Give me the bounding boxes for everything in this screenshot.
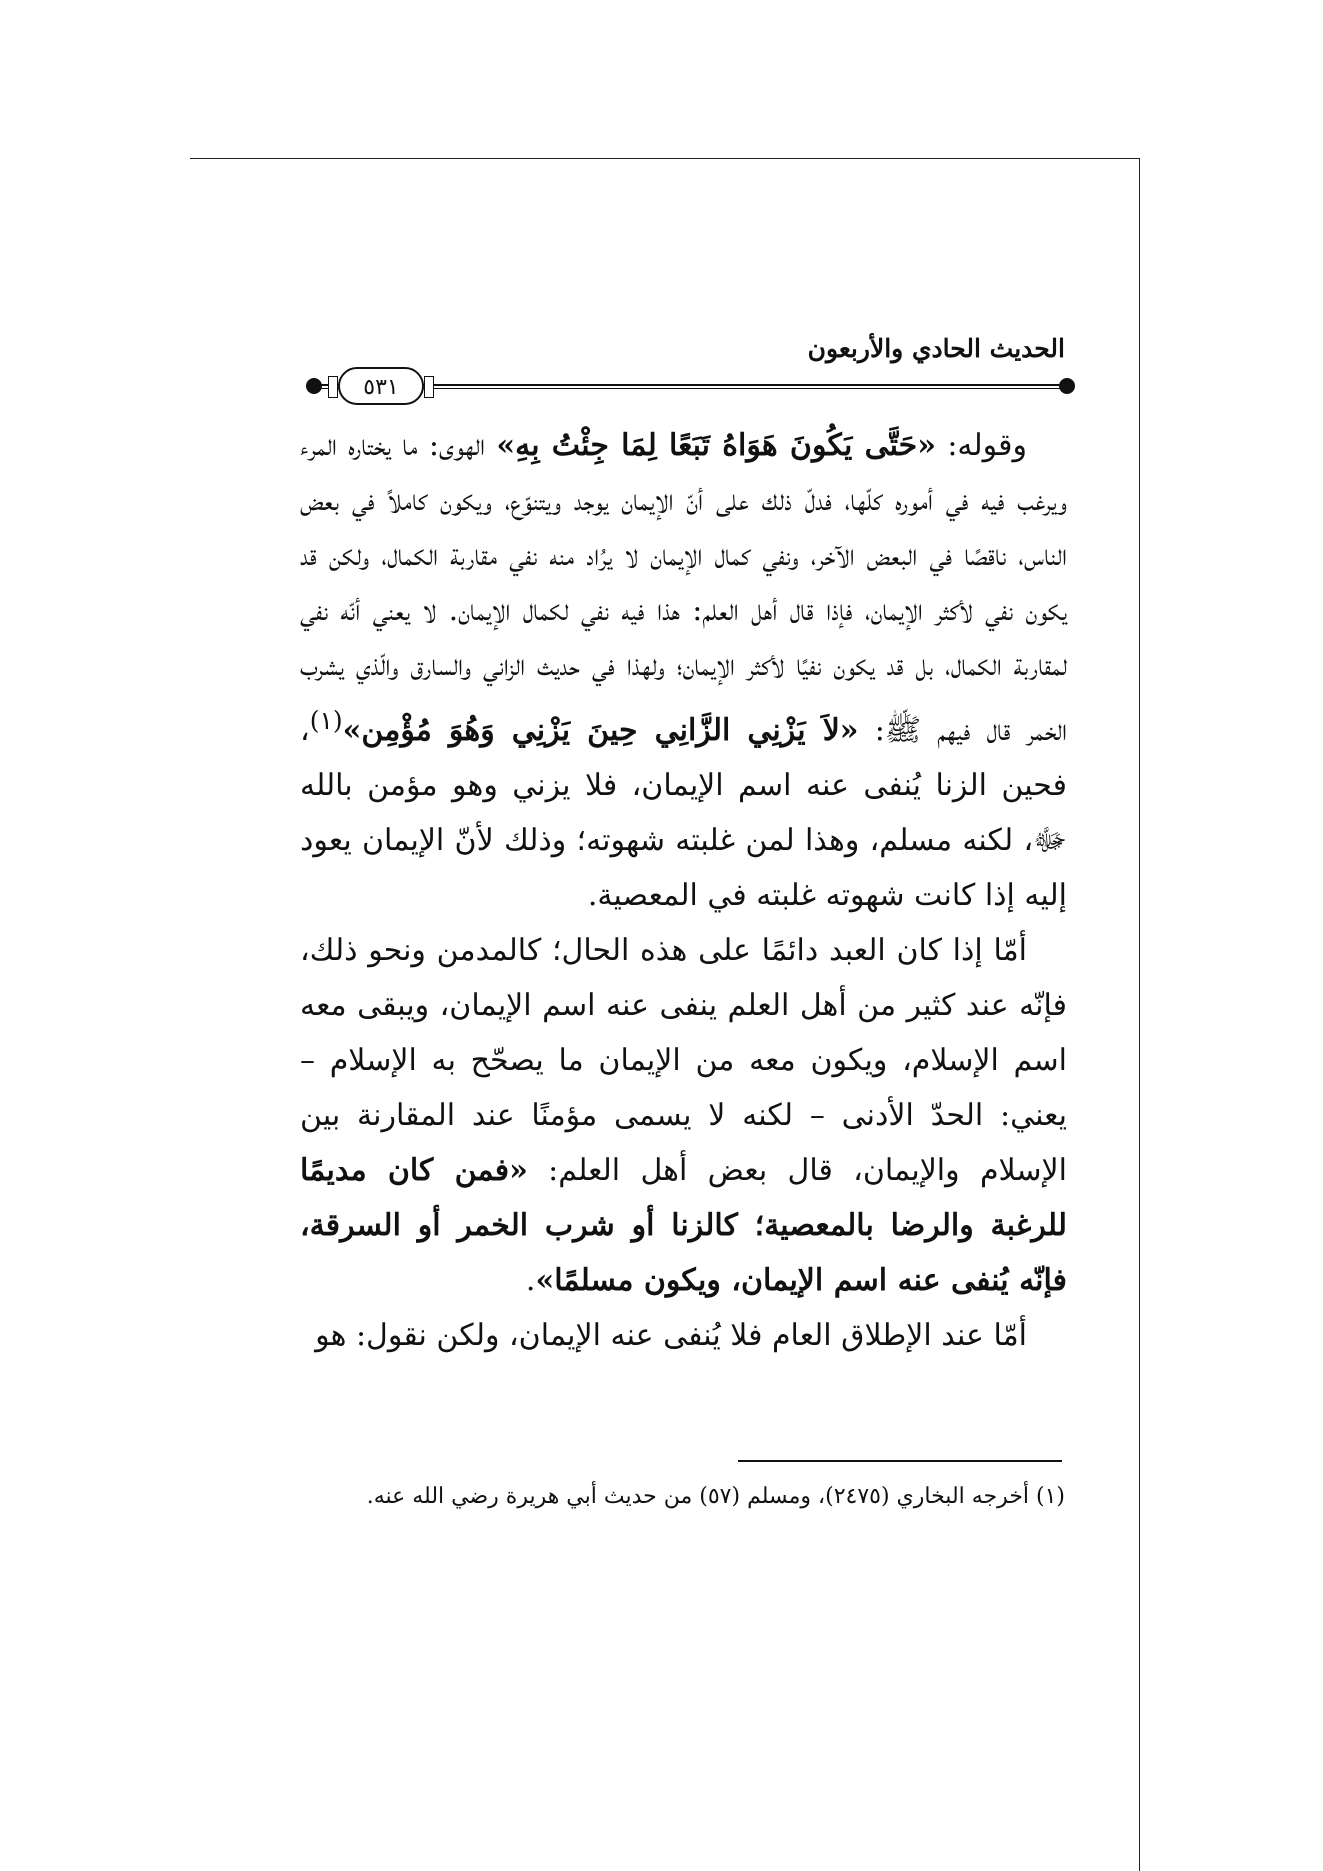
paragraph-1-text-c: ، فحين الزنا يُنفى عنه اسم الإيمان، فلا يزني وهو مؤمن بالله ﷻ، لكنه مسلم، وهذا لمن غلبته شهوته؛ وذلك لأنّ الإيمان يعود إليه إذا كانت شهوته غلبته في المعصية.: [300, 713, 1067, 913]
crop-mark-right: [1139, 158, 1140, 1871]
hadith-quote-2: «لاَ يَزْنِي الزَّانِي حِينَ يَزْنِي وَهُوَ مُؤْمِن»: [342, 713, 859, 748]
scholar-quote: «فمن كان مديمًا للرغبة والرضا بالمعصية؛ كالزنا أو شرب الخمر أو السرقة، فإنّه يُنفى عنه اسم الإيمان، ويكون مسلمًا»: [300, 1153, 1067, 1298]
footnote-reference: (١): [309, 706, 343, 735]
page-number: ٥٣١: [338, 367, 424, 405]
crop-mark-top: [190, 158, 1140, 159]
paragraph-1: [300, 418, 1067, 923]
main-text: [300, 418, 1067, 1363]
footnote: (١) أخرجه البخاري (٢٤٧٥)، ومسلم (٥٧) من حديث أبي هريرة رضي الله عنه.: [366, 1484, 1065, 1509]
hadith-quote-1: «حَتَّى يَكُونَ هَوَاهُ تَبَعًا لِمَا جِئْتُ بِهِ»: [496, 428, 936, 463]
footnote-rule: [738, 1460, 1062, 1462]
header-rule-dot-right: [1059, 378, 1075, 394]
paragraph-2: [300, 923, 1067, 1308]
header-rule-dot-left: [306, 378, 322, 394]
paragraph-1-text-b: الهوى: ما يختاره المرء ويرغب فيه في أموره كلّها، فدلّ ذلك على أنّ الإيمان يوجد ويتنوّع، ويكون كاملاً في بعض الناس، ناقصًا في البعض الآخر، ونفي كمال الإيمان لا يرُاد منه نفي مقاربة الكمال، ولكن قد يكون نفي لأكثر الإيمان، فإذا قال أهل العلم: هذا فيه نفي لكمال الإيمان. لا يعني أنّه نفي لمقاربة الكمال، بل قد يكون نفيًا لأكثر الإيمان؛ ولهذا في حديث الزاني والسارق والّذي يشرب الخمر قال فيهم ﷺ:: [300, 428, 1067, 748]
paragraph-2-text-b: .: [525, 1263, 536, 1298]
paragraph-3: أمّا عند الإطلاق العام فلا يُنفى عنه الإيمان، ولكن نقول: هو: [315, 1318, 1027, 1353]
paragraph-2-text-a: أمّا إذا كان العبد دائمًا على هذه الحال؛ كالمدمن ونحو ذلك، فإنّه عند كثير من أهل العلم ينفى عنه اسم الإيمان، ويبقى معه اسم الإسلام، ويكون معه من الإيمان ما يصحّح به الإسلام – يعني: الحدّ الأدنى – لكنه لا يسمى مؤمنًا عند المقارنة بين الإسلام والإيمان، قال بعض أهل العلم:: [300, 933, 1067, 1188]
running-title: الحديث الحادي والأربعون: [807, 334, 1065, 363]
paragraph-1-text-a: وقوله:: [935, 428, 1027, 463]
